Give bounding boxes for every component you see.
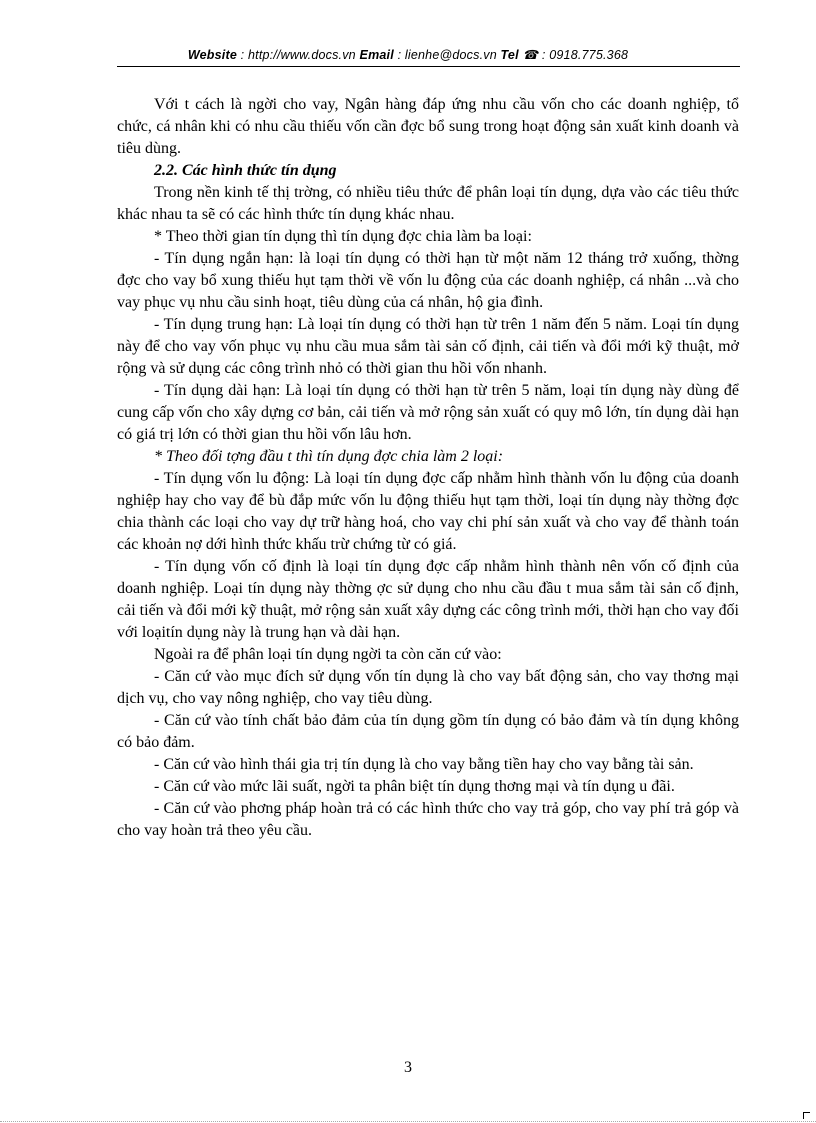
paragraph: - Tín dụng trung hạn: Là loại tín dụng có thời hạn từ trên 1 năm đến 5 năm. Loại tín dụng này để cho vay vốn phục vụ nhu cầu mua sắm tài sản cố định, cải tiến và đổi mới kỹ thuật, mở rộng và sử dụng các công trình nhỏ có thời gian thu hồi vốn nhanh.: [117, 316, 739, 377]
paragraph: - Căn cứ vào phơng pháp hoàn trả có các hình thức cho vay trả góp, cho vay phí trả góp và cho vay hoàn trả theo yêu cầu.: [117, 800, 739, 839]
paragraph: - Căn cứ vào mục đích sử dụng vốn tín dụng là cho vay bất động sản, cho vay thơng mại dịch vụ, cho vay nông nghiệp, cho vay tiêu dùng.: [117, 668, 739, 707]
paragraph: Với t cách là ngời cho vay, Ngân hàng đáp ứng nhu cầu vốn cho các doanh nghiệp, tổ chức, cá nhân khi có nhu cầu thiếu vốn cần đợc bổ sung trong hoạt động sản xuất kinh doanh và tiêu dùng.: [117, 96, 739, 157]
paragraph: * Theo thời gian tín dụng thì tín dụng đợc chia làm ba loại:: [154, 228, 532, 245]
paragraph: - Căn cứ vào mức lãi suất, ngời ta phân biệt tín dụng thơng mại và tín dụng u đãi.: [154, 778, 675, 795]
paragraph: Trong nền kinh tế thị trờng, có nhiều tiêu thức để phân loại tín dụng, dựa vào các tiêu thức khác nhau ta sẽ có các hình thức tín dụng khác nhau.: [117, 184, 739, 223]
header-divider: [117, 66, 740, 67]
website-value: : http://www.docs.vn: [240, 48, 356, 62]
crop-mark: [803, 1112, 810, 1119]
email-value: : lienhe@docs.vn: [397, 48, 497, 62]
paragraph: - Căn cứ vào tính chất bảo đảm của tín dụng gồm tín dụng có bảo đảm và tín dụng không có bảo đảm.: [117, 712, 739, 751]
paragraph: - Tín dụng vốn lu động: Là loại tín dụng đợc cấp nhằm hình thành vốn lu động của doanh nghiệp hay cho vay để bù đắp mức vốn lu động thiếu hụt tạm thời, loại tín dụng này thờng đợc chia thành các loại cho vay dự trữ hàng hoá, cho vay chi phí sản xuất và cho vay để thành toán các khoản nợ dới hình thức khấu trừ chứng từ có giá.: [117, 470, 739, 553]
italic-subheading: * Theo đối tợng đầu t thì tín dụng đợc chia làm 2 loại:: [154, 448, 504, 465]
paragraph: - Tín dụng vốn cố định là loại tín dụng đợc cấp nhằm hình thành nên vốn cố định của doanh nghiệp. Loại tín dụng này thờng ợc sử dụng cho nhu cầu đầu t mua sắm tài sản cố định, cải tiến và đổi mới kỹ thuật, mở rộng sản xuất xây dựng các công trình mới, thời hạn cho vay đối với loạitín dụng này là trung hạn và dài hạn.: [117, 558, 739, 641]
tel-label: Tel: [500, 48, 519, 62]
page-header: [0, 47, 816, 62]
page-number: 3: [404, 1059, 412, 1076]
email-label: Email: [359, 48, 394, 62]
section-heading: 2.2. Các hình thức tín dụng: [154, 162, 337, 179]
paragraph: - Căn cứ vào hình thái gia trị tín dụng là cho vay bằng tiền hay cho vay bằng tài sản.: [154, 756, 694, 773]
document-body: [117, 94, 739, 842]
tel-value: : 0918.775.368: [541, 48, 629, 62]
paragraph: Ngoài ra để phân loại tín dụng ngời ta còn căn cứ vào:: [154, 646, 502, 663]
page-bottom-divider: [0, 1121, 816, 1122]
paragraph: - Tín dụng ngắn hạn: là loại tín dụng có thời hạn từ một năm 12 tháng trở xuống, thờng đợc cho vay bổ xung thiếu hụt tạm thời về vốn lu động của các doanh nghiệp, cá nhân ...và cho vay phục vụ nhu cầu sinh hoạt, tiêu dùng của cá nhân, hộ gia đình.: [117, 250, 739, 311]
paragraph: - Tín dụng dài hạn: Là loại tín dụng có thời hạn từ trên 5 năm, loại tín dụng này dùng để cung cấp vốn cho xây dựng cơ bản, cải tiến và mở rộng sản xuất có quy mô lớn, tín dụng dài hạn có giá trị lớn có thời gian thu hồi vốn lâu hơn.: [117, 382, 739, 443]
website-label: Website: [187, 48, 237, 62]
phone-icon: ☎: [522, 48, 539, 62]
